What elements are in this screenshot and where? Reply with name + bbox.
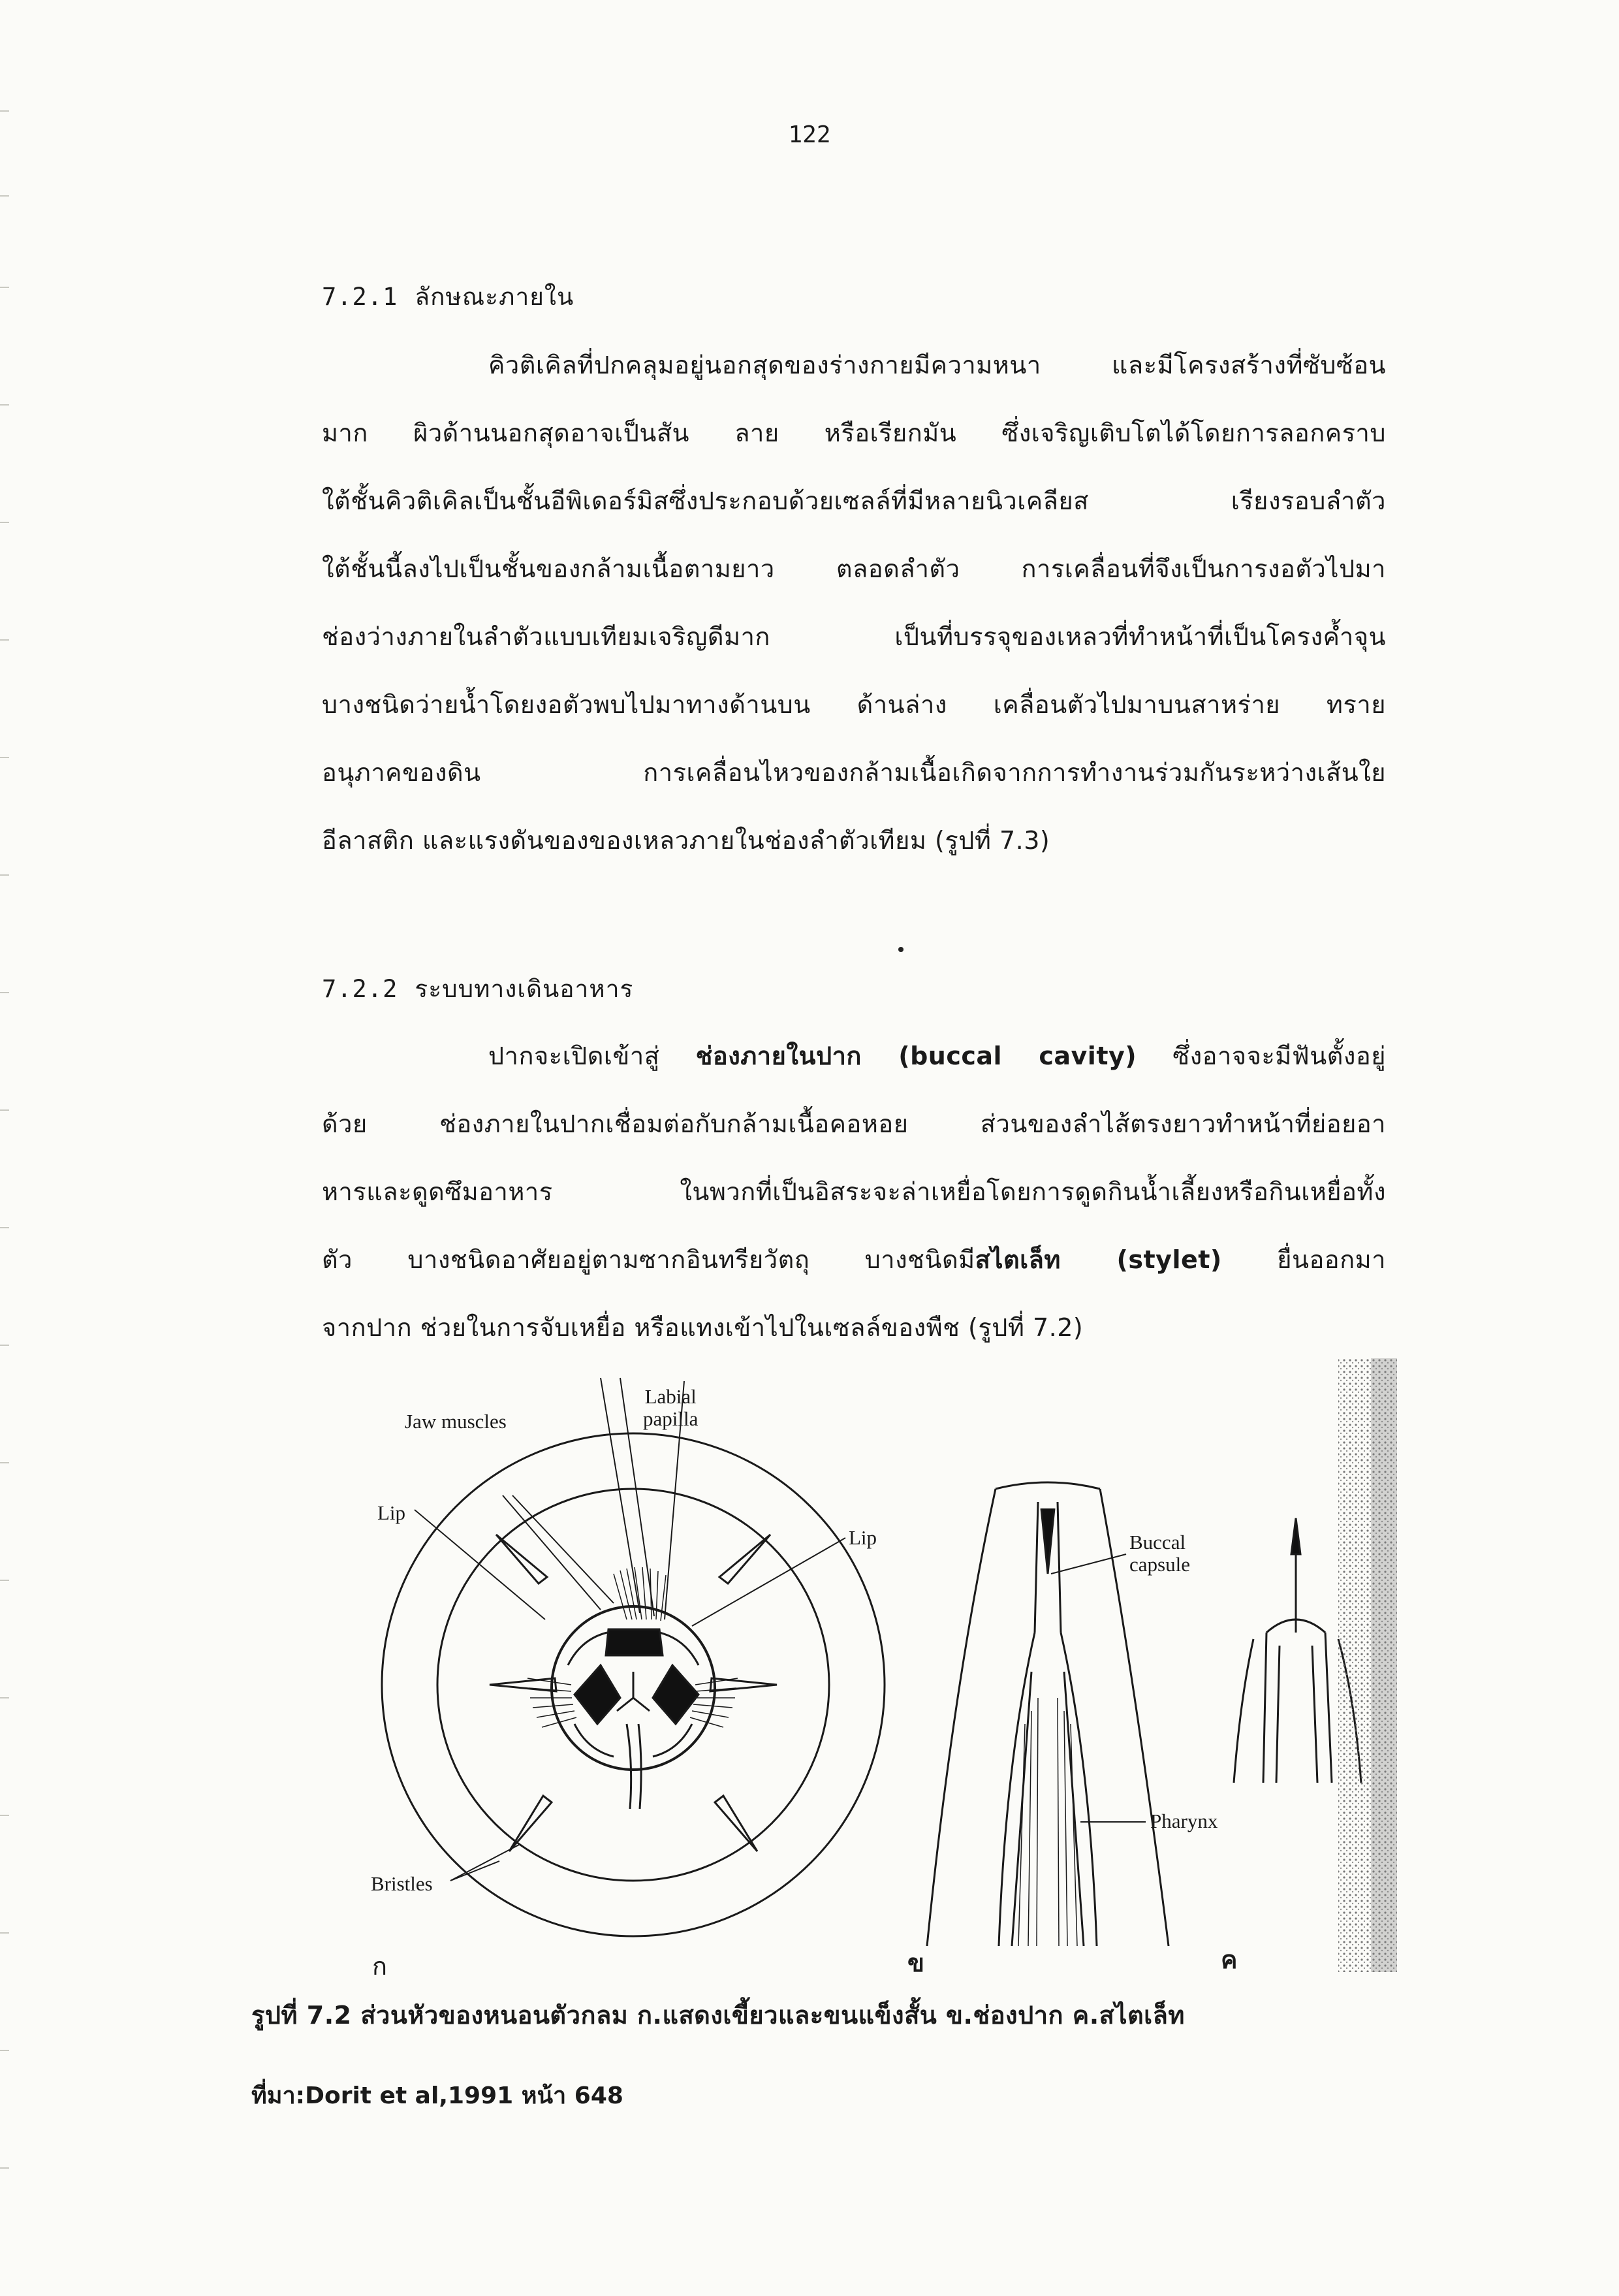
paragraph-line xyxy=(322,1239,1386,1279)
buccal-cavity-term: ช่องภายในปาก (buccal cavity) xyxy=(695,1042,1137,1070)
paragraph-line: บางชนิดว่ายน้ำโดยงอตัวพบไปมาทางด้านบน ด้านล่าง เคลื่อนตัวไปมาบนสาหร่าย ทราย xyxy=(322,690,1386,719)
figure-source: ที่มา:Dorit et al,1991 หน้า 648 xyxy=(251,2082,623,2109)
label-labial-papilla: Labial papilla xyxy=(643,1385,699,1431)
text-run: ตัว บางชนิดอาศัยอยู่ตามซากอินทรียวัตถุ บางชนิดมี xyxy=(322,1245,975,1274)
page-number: 122 xyxy=(788,121,831,148)
figure-caption: รูปที่ 7.2 ส่วนหัวของหนอนตัวกลม ก.แสดงเขี้ยวและขนแข็งสั้น ข.ช่องปาก ค.สไตเล็ท xyxy=(251,2001,1185,2030)
section-heading-7-2-2 xyxy=(322,970,633,1008)
label-jaw-muscles: Jaw muscles xyxy=(405,1410,507,1433)
paragraph-line: มาก ผิวด้านนอกสุดอาจเป็นสัน ลาย หรือเรียกมัน ซึ่งเจริญเติบโตได้โดยการลอกคราบ xyxy=(322,419,1386,447)
label-lip-left: Lip xyxy=(377,1501,406,1524)
paragraph-line: ใต้ชั้นคิวติเคิลเป็นชั้นอีพิเดอร์มิสซึ่งประกอบด้วยเซลล์ที่มีหลายนิวเคลียส เรียงรอบลำตัว xyxy=(322,486,1386,515)
paragraph-line: จากปาก ช่วยในการจับเหยื่อ หรือแทงเข้าไปในเซลล์ของพืช (รูปที่ 7.2) xyxy=(322,1313,1084,1342)
paragraph-line: อนุภาคของดิน การเคลื่อนไหวของกล้ามเนื้อเกิดจากการทำงานร่วมกันระหว่างเส้นใย xyxy=(322,758,1386,787)
label-bristles: Bristles xyxy=(371,1872,433,1895)
scan-shadow xyxy=(1325,1358,1397,1972)
panel-label-c: ค xyxy=(1221,1945,1238,1974)
paragraph-line: คิวติเคิลที่ปกคลุมอยู่นอกสุดของร่างกายมีความหนา และมีโครงสร้างที่ซับซ้อน xyxy=(488,351,1386,379)
text-run: ปากจะเปิดเข้าสู่ xyxy=(488,1042,696,1070)
figure-drawing xyxy=(353,1358,1384,1992)
label-lip-right: Lip xyxy=(849,1526,877,1549)
nematode-head-figure xyxy=(353,1358,1384,1992)
section-heading-7-2-1 xyxy=(322,278,574,316)
paragraph-line: หารและดูดซึมอาหาร ในพวกที่เป็นอิสระจะล่าเหยื่อโดยการดูดกินน้ำเลี้ยงหรือกินเหยื่อทั้ง xyxy=(322,1177,1386,1206)
paragraph-line: ช่องว่างภายในลำตัวแบบเทียมเจริญดีมาก เป็นที่บรรจุของเหลวที่ทำหน้าที่เป็นโครงค้ำจุน xyxy=(322,622,1386,651)
paragraph-line: ใต้ชั้นนี้ลงไปเป็นชั้นของกล้ามเนื้อตามยาว ตลอดลำตัว การเคลื่อนที่จึงเป็นการงอตัวไปมา xyxy=(322,554,1386,583)
stray-dot xyxy=(898,947,904,952)
stylet-term: สไตเล็ท (stylet) xyxy=(975,1245,1222,1274)
label-buccal-capsule: Buccal capsule xyxy=(1129,1531,1190,1576)
panel-label-a: ก xyxy=(372,1952,388,1981)
page-margin-marks xyxy=(0,0,13,2293)
paragraph-line: ด้วย ช่องภายในปากเชื่อมต่อกับกล้ามเนื้อคอหอย ส่วนของลำไส้ตรงยาวทำหน้าที่ย่อยอา xyxy=(322,1109,1386,1138)
text-run: ยื่นออกมา xyxy=(1221,1245,1386,1274)
paragraph-line xyxy=(488,1036,1386,1076)
panel-label-b: ข xyxy=(907,1949,924,1977)
section-title: ระบบทางเดินอาหาร xyxy=(415,975,634,1003)
section-number: 7.2.2 xyxy=(322,975,398,1003)
text-run: ซึ่งอาจจะมีฟันตั้งอยู่ xyxy=(1137,1042,1386,1070)
paragraph-line: อีลาสติก และแรงดันของของเหลวภายในช่องลำตัวเทียม (รูปที่ 7.3) xyxy=(322,826,1050,855)
section-number: 7.2.1 xyxy=(322,283,398,311)
label-pharynx: Pharynx xyxy=(1150,1810,1218,1832)
section-title: ลักษณะภายใน xyxy=(415,283,574,311)
